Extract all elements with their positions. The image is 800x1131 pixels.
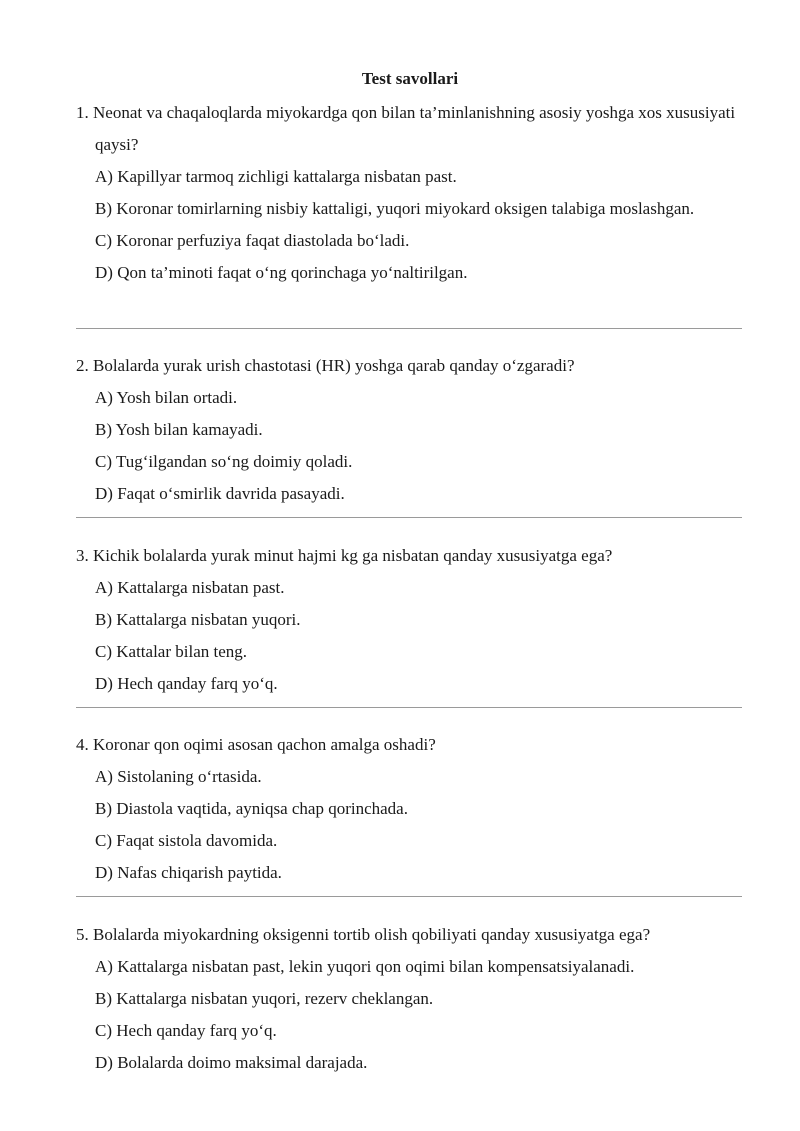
option-d: D) Bolalarda doimo maksimal darajada. [95, 1053, 368, 1072]
option-c: C) Hech qanday farq yo‘q. [95, 1021, 277, 1040]
option-d: D) Nafas chiqarish paytida. [95, 863, 282, 882]
answer-options [76, 161, 746, 289]
question-text [76, 919, 746, 951]
question-2 [76, 350, 746, 510]
question-text [76, 97, 746, 161]
question-text [76, 540, 746, 572]
question-divider [76, 517, 742, 518]
question-body: Koronar qon oqimi asosan qachon amalga oshadi? [93, 735, 436, 754]
option-b: B) Yosh bilan kamayadi. [95, 420, 263, 439]
question-number: 2. [76, 356, 89, 375]
question-divider [76, 328, 742, 329]
option-b: B) Kattalarga nisbatan yuqori, rezerv cheklangan. [95, 989, 434, 1008]
option-c: C) Tug‘ilgandan so‘ng doimiy qoladi. [95, 452, 353, 471]
question-body: Bolalarda yurak urish chastotasi (HR) yoshga qarab qanday o‘zgaradi? [93, 356, 575, 375]
answer-options [76, 572, 746, 700]
answer-options [76, 382, 746, 510]
question-4 [76, 729, 746, 889]
option-c: C) Kattalar bilan teng. [95, 642, 248, 661]
option-c: C) Koronar perfuziya faqat diastolada bo‘ladi. [95, 231, 410, 250]
question-number: 4. [76, 735, 89, 754]
option-b: B) Kattalarga nisbatan yuqori. [95, 610, 301, 629]
option-b: B) Diastola vaqtida, ayniqsa chap qorinchada. [95, 799, 408, 818]
question-body: Neonat va chaqaloqlarda miyokardga qon bilan ta’minlanishning asosiy yoshga xos xususiyati qaysi? [93, 103, 736, 154]
question-divider [76, 707, 742, 708]
question-divider [76, 896, 742, 897]
question-1 [76, 97, 746, 289]
option-c: C) Faqat sistola davomida. [95, 831, 278, 850]
question-number: 5. [76, 925, 89, 944]
option-d: D) Qon ta’minoti faqat o‘ng qorinchaga yo‘naltirilgan. [95, 263, 468, 282]
question-number: 1. [76, 103, 89, 122]
page-title: Test savollari [361, 69, 459, 88]
option-d: D) Faqat o‘smirlik davrida pasayadi. [95, 484, 345, 503]
question-number: 3. [76, 546, 89, 565]
option-d: D) Hech qanday farq yo‘q. [95, 674, 278, 693]
question-3 [76, 540, 746, 700]
option-b: B) Koronar tomirlarning nisbiy kattaligi, yuqori miyokard oksigen talabiga moslashgan. [95, 199, 695, 218]
option-a: A) Sistolaning o‘rtasida. [95, 767, 262, 786]
answer-options [76, 951, 746, 1079]
question-text [76, 350, 746, 382]
option-a: A) Yosh bilan ortadi. [95, 388, 238, 407]
question-5 [76, 919, 746, 1079]
option-a: A) Kattalarga nisbatan past. [95, 578, 285, 597]
question-text [76, 729, 746, 761]
question-body: Kichik bolalarda yurak minut hajmi kg ga nisbatan qanday xususiyatga ega? [93, 546, 613, 565]
question-body: Bolalarda miyokardning oksigenni tortib olish qobiliyati qanday xususiyatga ega? [93, 925, 651, 944]
option-a: A) Kapillyar tarmoq zichligi kattalarga nisbatan past. [95, 167, 457, 186]
option-a: A) Kattalarga nisbatan past, lekin yuqori qon oqimi bilan kompensatsiyalanadi. [95, 957, 635, 976]
answer-options [76, 761, 746, 889]
